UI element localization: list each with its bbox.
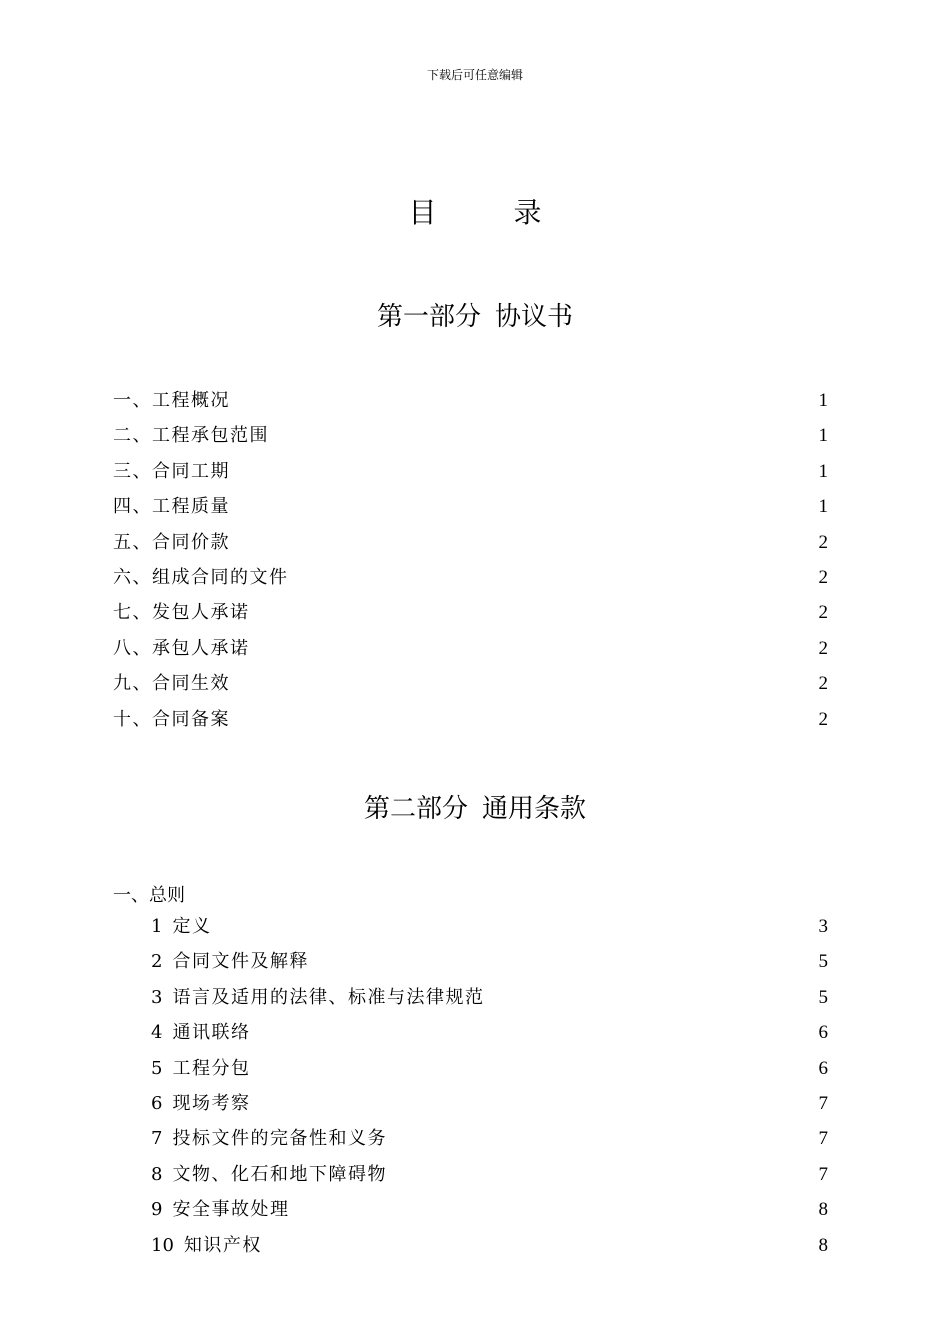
toc-entry-page: 6 [818,1057,828,1079]
toc-entry[interactable] [113,462,828,497]
toc-entry-page: 3 [818,916,828,937]
toc-entry-page: 2 [818,637,828,659]
toc-entry-page: 2 [818,602,828,624]
toc-entry-label: 二、工程承包范围 [113,425,269,447]
toc-entry[interactable] [113,533,828,568]
toc-entry-number: 2 [151,951,163,973]
toc-entry-label: 七、发包人承诺 [113,602,250,624]
toc-entry-label [151,1023,250,1043]
toc-entry-label [151,1059,250,1079]
toc-entry-text: 安全事故处理 [172,1199,290,1221]
toc-entry[interactable] [113,1094,828,1129]
toc-entry-number: 4 [151,1022,163,1044]
toc-entry-number: 9 [151,1199,163,1221]
toc-entry-number: 3 [151,986,163,1008]
toc-entry-label [151,1200,289,1220]
toc-entry-page: 8 [818,1199,828,1221]
toc-entry-label: 九、合同生效 [113,673,230,695]
toc-entry-label: 三、合同工期 [113,460,230,482]
toc-entry-label [151,1129,387,1149]
toc-entry-text: 通讯联络 [172,1022,251,1044]
toc-entry-text: 定义 [172,916,212,937]
toc-entry-page: 2 [818,673,828,695]
toc-entry[interactable] [113,426,828,461]
toc-entry-text: 工程分包 [172,1057,251,1079]
toc-entry[interactable] [113,674,828,709]
document-title: 目 录 [408,196,576,229]
toc-entry-page: 2 [818,708,828,730]
toc-entry-label: 一、工程概况 [113,390,230,411]
toc-entry-page: 6 [818,1022,828,1044]
toc-entry-label: 四、工程质量 [113,496,230,518]
part1-heading [0,296,950,333]
toc-entry[interactable] [113,917,828,952]
toc-entry[interactable] [113,639,828,674]
toc-entry-page: 7 [818,1092,828,1114]
toc-entry[interactable] [113,568,828,603]
toc-entry-page: 1 [818,425,828,447]
toc-entry-number: 8 [151,1163,163,1185]
toc-entry[interactable] [113,391,828,426]
toc-entry-number: 7 [151,1128,163,1150]
toc-entry[interactable] [113,1023,828,1058]
toc-entry-number: 1 [151,916,163,937]
toc-entry-page: 2 [818,531,828,553]
toc-entry[interactable] [113,603,828,638]
toc-entry-page: 2 [818,566,828,588]
toc-entry-text: 合同文件及解释 [172,951,309,973]
toc-entry-label: 八、承包人承诺 [113,637,250,659]
toc-entry[interactable] [113,988,828,1023]
toc-entry-text: 现场考察 [172,1092,251,1114]
toc-entry-page: 1 [818,390,828,411]
toc-entry[interactable] [113,1059,828,1094]
toc-entry-page: 1 [818,460,828,482]
toc-entry-label: 五、合同价款 [113,531,230,553]
toc-entry-number: 6 [151,1092,163,1114]
part2-heading-number: 第二部分 [363,794,468,824]
toc-entry[interactable] [113,1236,828,1271]
toc-entry-page: 5 [818,951,828,973]
toc-entry-text: 投标文件的完备性和义务 [172,1128,387,1150]
toc-entry-label [151,988,484,1008]
toc-entry-label [151,1094,250,1114]
section-heading-general: 一、总则 [113,885,185,906]
part2-heading [0,788,950,825]
toc-entry-text: 语言及适用的法律、标准与法律规范 [172,986,485,1008]
toc-entry[interactable] [113,710,828,745]
toc-entry-page: 7 [818,1128,828,1150]
toc-entry[interactable] [113,497,828,532]
toc-entry-page: 5 [818,986,828,1008]
toc-entry-label [151,1165,387,1185]
toc-entry-label: 六、组成合同的文件 [113,566,289,588]
toc-entry-label [151,917,211,937]
toc-entry-page: 8 [818,1234,828,1256]
toc-entry-page: 1 [818,496,828,518]
toc-entry-text: 知识产权 [183,1234,262,1256]
toc-entry-page: 7 [818,1163,828,1185]
toc-entry-label: 十、合同备案 [113,708,230,730]
toc-entry-label [151,1236,262,1256]
toc-entry[interactable] [113,1200,828,1235]
toc-entry[interactable] [113,952,828,987]
toc-entry-label [151,952,309,972]
part1-heading-number: 第一部分 [376,302,481,332]
part1-toc-list [113,391,828,745]
toc-entry-text: 文物、化石和地下障碍物 [172,1163,387,1185]
part2-toc-list [113,917,828,1271]
toc-entry-number: 5 [151,1057,163,1079]
header-note: 下载后可任意编辑 [426,68,523,82]
toc-entry[interactable] [113,1165,828,1200]
toc-entry-number: 10 [151,1234,174,1256]
part2-heading-title: 通用条款 [482,794,587,824]
part1-heading-title: 协议书 [495,302,574,332]
toc-entry[interactable] [113,1129,828,1164]
